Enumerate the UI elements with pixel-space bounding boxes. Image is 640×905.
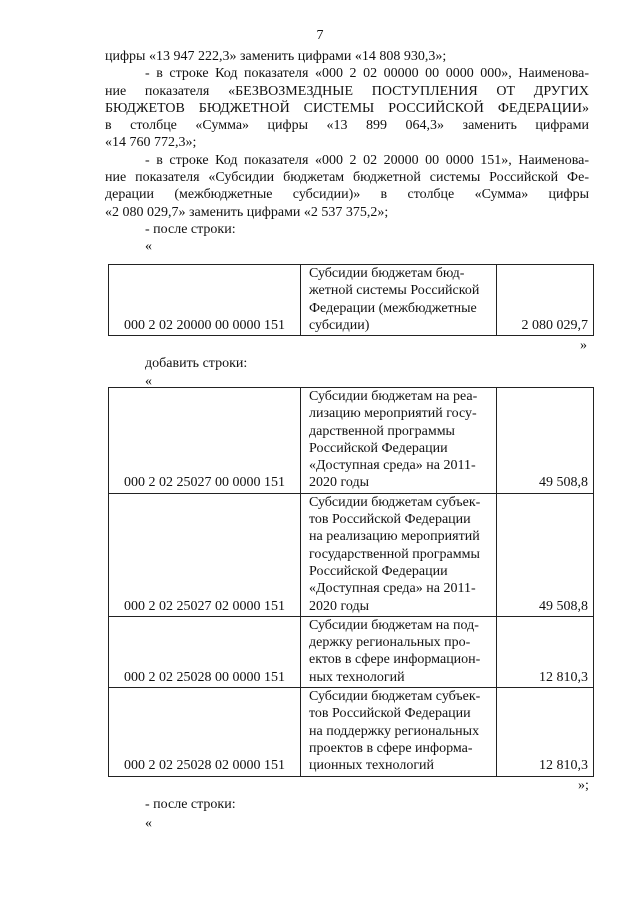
text-line: - в строке Код показателя «000 2 02 20000 00 0000 151», Наименова-: [145, 152, 589, 168]
open-quote: «: [145, 816, 152, 831]
indicator-name-line: 2020 годы: [309, 475, 370, 491]
table-row: [109, 616, 594, 687]
indicator-name-line: ционных технологий: [309, 758, 435, 774]
text-line: - в строке Код показателя «000 2 02 00000 00 0000 000», Наименова-: [145, 66, 589, 82]
indicator-name-cell: [301, 493, 497, 616]
close-quote: »: [580, 338, 587, 353]
paragraph-2: [105, 152, 589, 221]
indicator-name-line: Субсидии бюджетам бюд-: [309, 266, 465, 281]
amount-cell: 2 080 029,7: [497, 265, 594, 336]
indicator-name-line: «Доступная среда» на 2011-: [309, 581, 476, 597]
page-number: 7: [316, 28, 324, 43]
indicator-name-line: Субсидии бюджетам на под-: [309, 617, 479, 633]
indicator-name-line: ектов в сфере информацион-: [309, 652, 481, 668]
text-line: ние показателя «Субсидии бюджетам бюджетной системы Российской Фе-: [105, 170, 589, 186]
budget-table-added-rows: [108, 387, 594, 777]
indicator-name-line: дарственной программы: [309, 423, 455, 439]
after-row-label: - после строки:: [145, 797, 236, 812]
indicator-name-cell: [301, 616, 497, 687]
amount-cell: 12 810,3: [497, 688, 594, 776]
indicator-code-cell: 000 2 02 25027 02 0000 151: [109, 493, 301, 616]
body-text: [105, 48, 589, 256]
after-row-label: - после строки:: [145, 221, 236, 237]
indicator-name-line: ных технологий: [309, 669, 405, 685]
indicator-code-cell: 000 2 02 20000 00 0000 151: [109, 265, 301, 336]
table-row: [109, 265, 594, 336]
indicator-name-line: тов Российской Федерации: [309, 706, 471, 722]
indicator-name-line: держку региональных про-: [309, 635, 471, 651]
indicator-name-line: Федерации (межбюджетные: [309, 300, 477, 316]
indicator-code-cell: 000 2 02 25028 02 0000 151: [109, 688, 301, 776]
table-row: [109, 493, 594, 616]
text-line: ние показателя «БЕЗВОЗМЕЗДНЫЕ ПОСТУПЛЕНИЯ ОТ ДРУГИХ: [105, 83, 589, 99]
indicator-name-cell: [301, 688, 497, 776]
open-quote: «: [145, 374, 152, 389]
indicator-name-line: субсидии): [309, 317, 370, 333]
text-line: «14 760 772,3»;: [105, 135, 197, 151]
text-line: цифры «13 947 222,3» заменить цифрами «14 808 930,3»;: [105, 49, 447, 64]
paragraph-3: [105, 221, 589, 256]
indicator-name-line: жетной системы Российской: [309, 283, 480, 299]
indicator-name-line: на реализацию мероприятий: [309, 529, 480, 545]
table-body: [109, 265, 594, 336]
paragraph-1: [105, 48, 589, 152]
text-line: «2 080 029,7» заменить цифрами «2 537 375,2»;: [105, 204, 389, 220]
indicator-name-line: государственной программы: [309, 546, 480, 562]
indicator-name-line: Российской Федерации: [309, 440, 448, 456]
indicator-name-line: проектов в сфере информа-: [309, 740, 473, 756]
indicator-name-line: на поддержку региональных: [309, 723, 480, 739]
indicator-name-line: Субсидии бюджетам на реа-: [309, 389, 478, 404]
indicator-name-cell: [301, 388, 497, 494]
text-line: БЮДЖЕТОВ БЮДЖЕТНОЙ СИСТЕМЫ РОССИЙСКОЙ ФЕДЕРАЦИИ»: [105, 100, 589, 116]
indicator-code-cell: 000 2 02 25027 00 0000 151: [109, 388, 301, 494]
indicator-name-line: 2020 годы: [309, 598, 370, 614]
amount-cell: 12 810,3: [497, 616, 594, 687]
amount-cell: 49 508,8: [497, 493, 594, 616]
open-quote: «: [145, 239, 152, 255]
indicator-name-line: Субсидии бюджетам субъек-: [309, 689, 481, 705]
indicator-name-line: Российской Федерации: [309, 563, 448, 579]
indicator-name-line: Субсидии бюджетам субъек-: [309, 494, 481, 510]
table-row: [109, 688, 594, 776]
indicator-name-line: лизацию мероприятий госу-: [309, 406, 477, 422]
indicator-name-line: «Доступная среда» на 2011-: [309, 458, 476, 474]
table-row: [109, 388, 594, 494]
budget-table-existing-row: [108, 264, 594, 336]
text-line: в столбце «Сумма» цифры «13 899 064,3» заменить цифрами: [105, 118, 589, 134]
indicator-code-cell: 000 2 02 25028 00 0000 151: [109, 616, 301, 687]
indicator-name-line: тов Российской Федерации: [309, 512, 471, 528]
amount-cell: 49 508,8: [497, 388, 594, 494]
text-line: дерации (межбюджетные субсидии)» в столбце «Сумма» цифры: [105, 187, 589, 203]
close-quote: »;: [578, 778, 589, 793]
table-body: [109, 388, 594, 777]
add-rows-label: добавить строки:: [145, 356, 248, 371]
indicator-name-cell: [301, 265, 497, 336]
